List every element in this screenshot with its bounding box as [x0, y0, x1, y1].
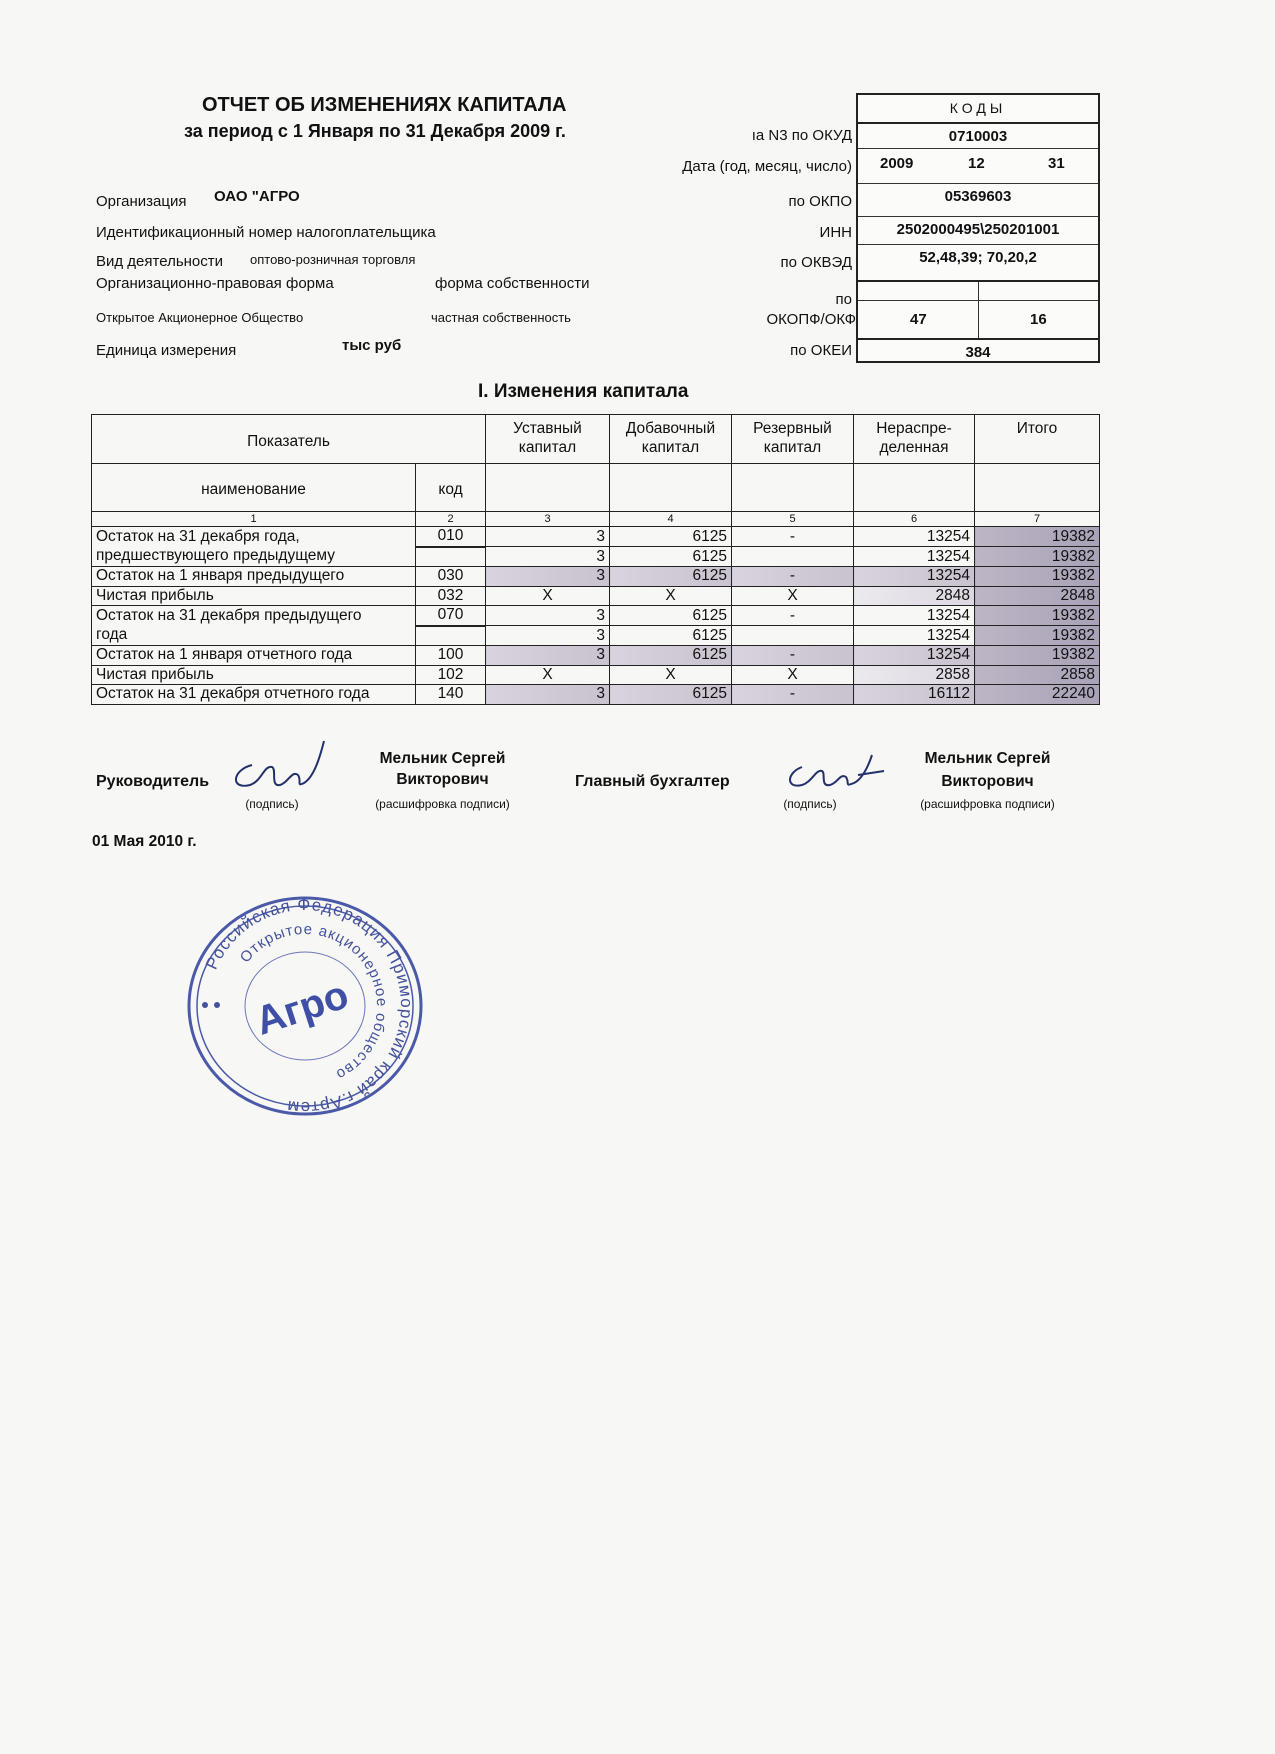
- table-row: [92, 646, 1100, 666]
- row-retained: 16112: [854, 685, 975, 705]
- legal-form-label: Организационно-правовая форма: [96, 275, 334, 292]
- header-name: наименование: [92, 464, 416, 512]
- row-charter: 3: [486, 547, 610, 567]
- row-name: Остаток на 31 декабря отчетного года: [92, 685, 416, 705]
- row-charter: 3: [486, 606, 610, 626]
- date-day: 31: [1048, 155, 1065, 172]
- row-name: года: [92, 626, 416, 646]
- head-name-2: Викторович: [396, 771, 489, 788]
- row-retained: 2848: [854, 586, 975, 606]
- head-label: Руководитель: [96, 773, 210, 790]
- header-charter-capital: Уставный капитал: [486, 415, 610, 464]
- row-additional: 6125: [610, 626, 732, 646]
- row-reserve: X: [732, 665, 854, 685]
- org-label: Организация: [96, 193, 187, 210]
- codes-heading: КОДЫ: [949, 100, 1007, 116]
- inn-label: ИНН: [819, 224, 852, 241]
- row-code: 030: [416, 567, 486, 587]
- seal-outer-text: Российская Федерация Приморский край г.Артем: [201, 894, 417, 1118]
- seal-inner-text: Открытое акционерное общество: [236, 920, 391, 1084]
- report-title: ОТЧЕТ ОБ ИЗМЕНЕНИЯХ КАПИТАЛА: [202, 94, 567, 116]
- chief-name-2: Викторович: [941, 773, 1034, 790]
- row-name: Чистая прибыль: [92, 586, 416, 606]
- table-row: [92, 665, 1100, 685]
- header-retained-earnings: Нераспре- деленная: [854, 415, 975, 464]
- okei-label: по ОКЕИ: [790, 342, 852, 359]
- inn-code: 2502000495\250201001: [896, 221, 1060, 238]
- row-charter: 3: [486, 567, 610, 587]
- section-title: I. Изменения капитала: [478, 381, 689, 402]
- row-reserve: X: [732, 586, 854, 606]
- table-row: [92, 527, 1100, 547]
- table-row: [92, 567, 1100, 587]
- row-charter: X: [486, 586, 610, 606]
- okfs-code: 16: [1030, 311, 1047, 328]
- row-total: 2848: [975, 586, 1100, 606]
- row-retained: 13254: [854, 567, 975, 587]
- activity-label: Вид деятельности: [96, 253, 224, 270]
- row-additional: 6125: [610, 685, 732, 705]
- table-row: [92, 606, 1100, 626]
- row-total: 19382: [975, 527, 1100, 547]
- row-name: предшествующего предыдущему: [92, 547, 416, 567]
- row-total: 2858: [975, 665, 1100, 685]
- row-charter: 3: [486, 685, 610, 705]
- head-decode-caption: (расшифровка подписи): [375, 797, 510, 811]
- date-label: Дата (год, месяц, число): [682, 158, 852, 175]
- row-code: 010: [416, 527, 486, 547]
- row-total: 19382: [975, 606, 1100, 626]
- unit-label: Единица измерения: [96, 342, 237, 359]
- row-name: Остаток на 1 января предыдущего: [92, 567, 416, 587]
- table-row: [92, 626, 1100, 646]
- legal-form-value: Открытое Акционерное Общество: [96, 310, 304, 325]
- row-reserve: -: [732, 606, 854, 626]
- row-additional: 6125: [610, 527, 732, 547]
- report-date: 01 Мая 2010 г.: [92, 833, 197, 850]
- okei-code: 384: [965, 344, 991, 361]
- row-reserve: [732, 547, 854, 567]
- row-retained: 13254: [854, 606, 975, 626]
- chief-label: Главный бухгалтер: [575, 773, 730, 790]
- header-code: код: [416, 464, 486, 512]
- row-total: 19382: [975, 626, 1100, 646]
- head-name-1: Мельник Сергей: [379, 750, 506, 767]
- header-indicator: Показатель: [92, 415, 486, 464]
- row-reserve: -: [732, 685, 854, 705]
- activity-value: оптово-розничная торговля: [250, 252, 416, 267]
- okopf-label-1: по: [835, 291, 852, 308]
- codes-box: [856, 93, 1100, 363]
- okopf-label-2: ОКОПФ/ОКФ: [766, 311, 856, 328]
- row-charter: 3: [486, 626, 610, 646]
- chief-signature: [780, 745, 890, 795]
- company-seal: [185, 893, 425, 1119]
- row-code: [416, 547, 486, 567]
- row-name: Остаток на 31 декабря года,: [92, 527, 416, 547]
- ownership-label: форма собственности: [435, 275, 590, 292]
- row-name: Чистая прибыль: [92, 665, 416, 685]
- chief-sign-caption: (подпись): [783, 797, 837, 811]
- head-signature: [222, 735, 342, 795]
- okved-code: 52,48,39; 70,20,2: [919, 249, 1037, 266]
- row-total: 19382: [975, 567, 1100, 587]
- row-total: 19382: [975, 547, 1100, 567]
- row-additional: 6125: [610, 567, 732, 587]
- row-additional: 6125: [610, 606, 732, 626]
- row-code: [416, 626, 486, 646]
- org-value: ОАО "АГРО: [214, 188, 300, 205]
- row-code: 102: [416, 665, 486, 685]
- date-year: 2009: [880, 155, 914, 172]
- row-additional: X: [610, 586, 732, 606]
- row-code: 070: [416, 606, 486, 626]
- table-row: [92, 547, 1100, 567]
- row-name: Остаток на 31 декабря предыдущего: [92, 606, 416, 626]
- row-additional: 6125: [610, 646, 732, 666]
- row-retained: 13254: [854, 527, 975, 547]
- row-charter: 3: [486, 527, 610, 547]
- header-total: Итого: [975, 415, 1100, 464]
- column-numbers-row: 1 2 3 4 5 6 7: [92, 512, 1100, 527]
- unit-value: тыс руб: [342, 337, 402, 354]
- report-period: за период с 1 Января по 31 Декабря 2009 г.: [184, 121, 566, 141]
- row-retained: 2858: [854, 665, 975, 685]
- row-additional: 6125: [610, 547, 732, 567]
- header-reserve-capital: Резервный капитал: [732, 415, 854, 464]
- chief-decode-caption: (расшифровка подписи): [920, 797, 1055, 811]
- table-row: [92, 586, 1100, 606]
- head-sign-caption: (подпись): [245, 797, 299, 811]
- row-reserve: -: [732, 567, 854, 587]
- chief-name-1: Мельник Сергей: [924, 750, 1051, 767]
- row-reserve: -: [732, 646, 854, 666]
- capital-changes-table: [91, 414, 1100, 705]
- okud-label: ıа N3 по ОКУД: [751, 127, 852, 144]
- okpo-code: 05369603: [944, 188, 1012, 205]
- row-code: 100: [416, 646, 486, 666]
- okpo-label: по ОКПО: [788, 193, 852, 210]
- row-reserve: [732, 626, 854, 646]
- row-reserve: -: [732, 527, 854, 547]
- inn-text: Идентификационный номер налогоплательщика: [96, 224, 436, 241]
- row-total: 22240: [975, 685, 1100, 705]
- row-retained: 13254: [854, 626, 975, 646]
- row-total: 19382: [975, 646, 1100, 666]
- row-code: 140: [416, 685, 486, 705]
- row-charter: X: [486, 665, 610, 685]
- row-charter: 3: [486, 646, 610, 666]
- row-retained: 13254: [854, 646, 975, 666]
- row-retained: 13254: [854, 547, 975, 567]
- okopf-code: 47: [910, 311, 927, 328]
- row-code: 032: [416, 586, 486, 606]
- date-month: 12: [968, 155, 985, 172]
- table-row: [92, 685, 1100, 705]
- seal-center-text: Агро: [250, 972, 354, 1044]
- header-additional-capital: Добавочный капитал: [610, 415, 732, 464]
- okud-code: 0710003: [948, 128, 1008, 145]
- okved-label: по ОКВЭД: [780, 254, 852, 271]
- ownership-value: частная собственность: [431, 310, 571, 325]
- row-name: Остаток на 1 января отчетного года: [92, 646, 416, 666]
- row-additional: X: [610, 665, 732, 685]
